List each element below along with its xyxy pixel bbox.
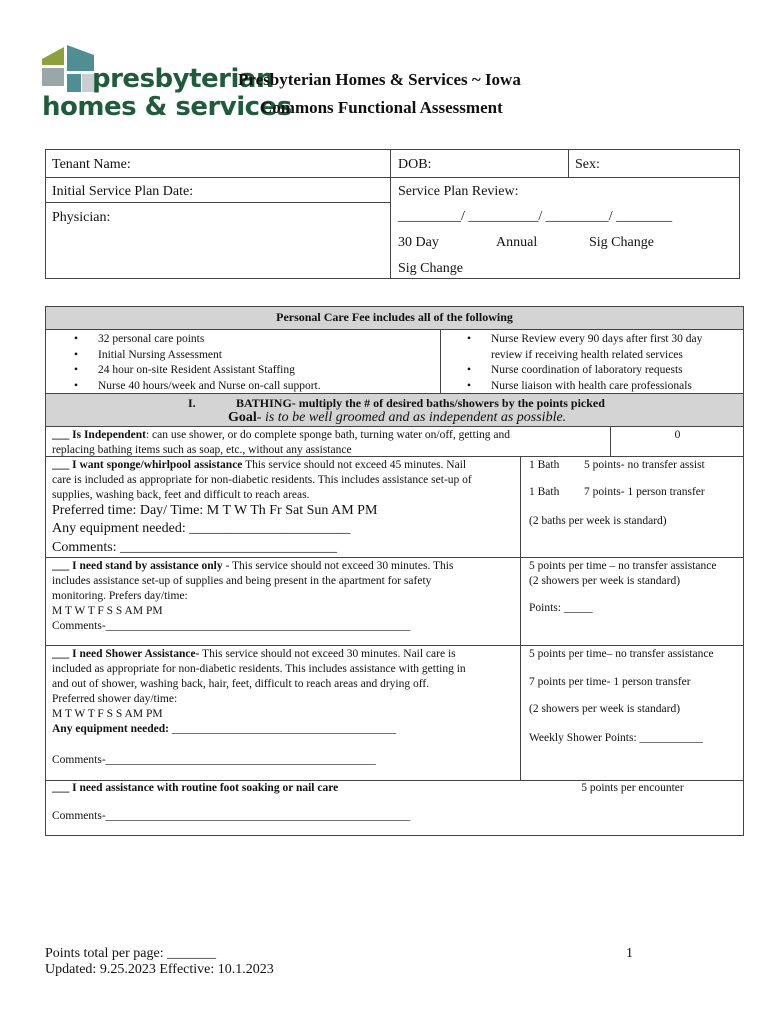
sponge-option-1-bath: 1 Bath — [529, 459, 560, 471]
fee-heading: Personal Care Fee includes all of the following — [276, 310, 513, 324]
dob-field[interactable]: DOB: — [398, 157, 432, 172]
sponge-option-2-bath: 1 Bath — [529, 486, 560, 498]
list-item: review if receiving health related services — [491, 348, 683, 361]
sponge-option-2-points: 7 points- 1 person transfer — [584, 486, 705, 498]
sponge-equipment-field[interactable]: Any equipment needed: _______________________ — [52, 521, 351, 536]
logo-text-line2: homes & services — [42, 92, 292, 122]
goal-text: - is to be well groomed and as independent as possible. — [256, 410, 567, 425]
page-title: Presbyterian Homes & Services ~ Iowa — [238, 70, 521, 89]
tenant-name-field[interactable]: Tenant Name: — [52, 157, 131, 172]
bathing-goal — [228, 410, 566, 426]
review-annual: Annual — [496, 235, 538, 250]
shower-points-field[interactable]: Weekly Shower Points: ___________ — [529, 732, 703, 744]
sex-field[interactable]: Sex: — [575, 157, 600, 172]
shower-standard-note: (2 showers per week is standard) — [529, 703, 681, 715]
standby-points: 5 points per time – no transfer assistance — [529, 560, 717, 572]
list-item: • 24 hour on-site Resident Assistant Staffing — [46, 363, 440, 379]
list-item: • Nurse liaison with health care professionals — [441, 379, 744, 395]
plan-review-label: Service Plan Review: — [398, 184, 519, 199]
fee-list-left — [46, 332, 440, 394]
sponge-preferred-time[interactable]: Preferred time: Day/ Time: M T W Th Fr Sat Sun AM PM — [52, 503, 378, 518]
review-sig-change: Sig Change — [589, 235, 654, 250]
list-item: • Nurse Review every 90 days after first 30 day — [441, 332, 744, 348]
logo-mark-icon — [42, 45, 96, 97]
list-item: • Initial Nursing Assessment — [46, 348, 440, 364]
standby-points-field[interactable]: Points: _____ — [529, 602, 593, 614]
physician-field[interactable]: Physician: — [52, 210, 111, 225]
goal-label: Goal — [228, 410, 257, 425]
sponge-option[interactable]: ___ I want sponge/whirlpool assistance This service should not exceed 45 minutes. Nail care is included as appropriate for non-diabetic residents. This includes assistance set-up of supplies, washing back, feet and difficult to reach areas. — [52, 459, 472, 501]
bathing-heading: BATHING- multiply the # of desired baths/showers by the points picked — [236, 396, 605, 410]
review-blanks[interactable]: _________/ __________/ _________/ ________ — [398, 209, 673, 224]
standby-standard-note: (2 showers per week is standard) — [529, 575, 681, 587]
logo-text-line1: presbyterian — [92, 64, 274, 94]
independent-points: 0 — [674, 429, 681, 441]
list-item: • 32 personal care points — [46, 332, 440, 348]
standby-option[interactable]: ___ I need stand by assistance only - This service should not exceed 30 minutes. This includes assistance set-up of supplies and being present in the apartment for safety monitoring. Prefers day/time: M T W T F S S AM PM Comments-_____________________________________________________ — [52, 560, 454, 632]
shower-comments-field[interactable]: Comments-_______________________________________________ — [52, 754, 376, 766]
list-item: • Nurse coordination of laboratory requests — [441, 363, 744, 379]
page-number: 1 — [626, 946, 633, 961]
shower-option-1: 5 points per time– no transfer assistance — [529, 648, 714, 660]
shower-option-2: 7 points per time- 1 person transfer — [529, 676, 691, 688]
sponge-option-1-points: 5 points- no transfer assist — [584, 459, 705, 471]
updated-date: Updated: 9.25.2023 Effective: 10.1.2023 — [45, 962, 274, 977]
sponge-standard-note: (2 baths per week is standard) — [529, 515, 667, 527]
shower-option[interactable]: ___ I need Shower Assistance- This service should not exceed 30 minutes. Nail care is included as appropriate for non-diabetic residents. This includes assistance with getting in and out of shower, washing back, hair, feet, difficult to reach areas and drying off. Preferred shower day/time: M T W T F S S AM PM Any equipment needed: _______________________________________ — [52, 648, 466, 735]
foot-care-option[interactable]: ___ I need assistance with routine foot soaking or nail care — [52, 782, 339, 794]
page-subtitle: Commons Functional Assessment — [260, 98, 503, 117]
bathing-numeral: I. — [188, 396, 196, 410]
list-item: • Nurse 40 hours/week and Nurse on-call support. — [46, 379, 440, 395]
sponge-comments-field[interactable]: Comments: _______________________________ — [52, 540, 338, 555]
foot-care-points: 5 points per encounter — [581, 782, 684, 794]
review-30-day: 30 Day — [398, 235, 439, 250]
foot-care-comments-field[interactable]: Comments-_____________________________________________________ — [52, 810, 411, 822]
independent-option[interactable]: ___ Is Independent: can use shower, or do complete sponge bath, turning water on/off, getting and replacing bathing items such as soap, etc., without any assistance — [52, 429, 510, 456]
points-total-field[interactable]: Points total per page: _______ — [45, 946, 217, 961]
initial-plan-date-field[interactable]: Initial Service Plan Date: — [52, 184, 194, 199]
fee-list-right — [441, 332, 744, 394]
review-sig-change-2: Sig Change — [398, 261, 463, 276]
